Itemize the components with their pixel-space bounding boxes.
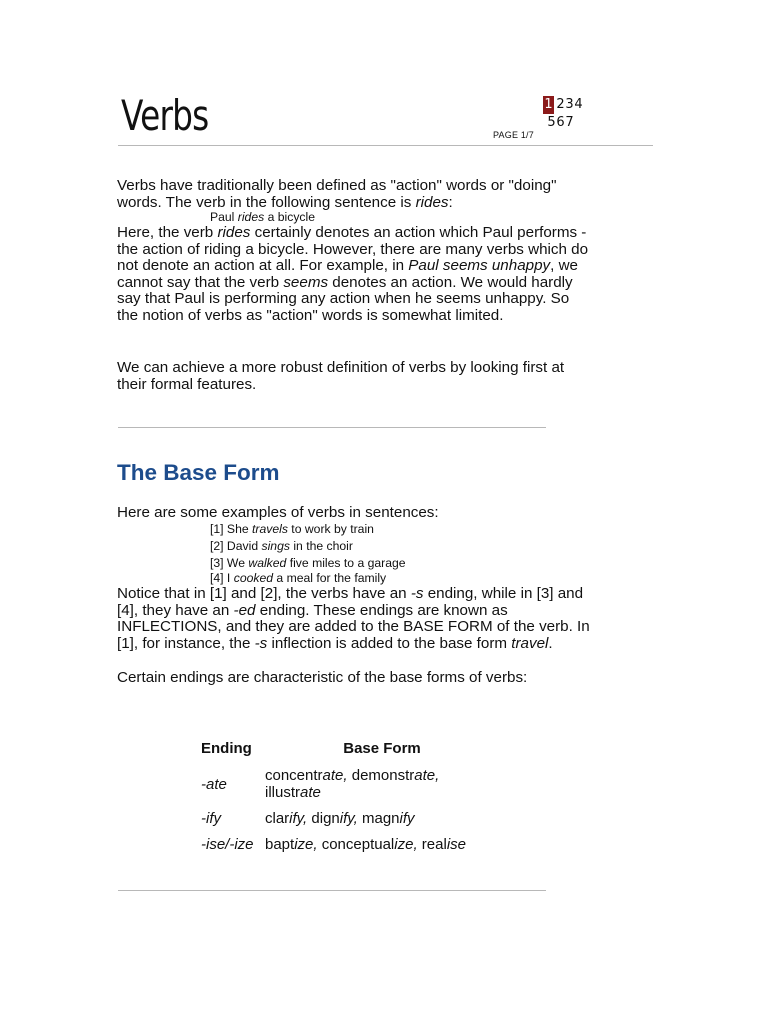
emphasis: ate [300, 784, 321, 801]
table-header-row [197, 736, 503, 763]
base-form-cell [261, 763, 503, 806]
inflection-paragraph [117, 586, 592, 652]
text-run: demonstr [347, 767, 415, 784]
page-link-4[interactable]: 4 [574, 97, 583, 112]
text-run: five miles to a garage [286, 556, 406, 570]
text-run: clar [265, 810, 290, 827]
ending-cell: -ify [201, 810, 221, 827]
ending-cell: -ate [201, 775, 227, 793]
text-run: : [448, 193, 453, 211]
section-divider [118, 890, 546, 891]
page-link-5[interactable]: 5 [547, 115, 556, 130]
text-run: inflection is added to the base form [267, 634, 512, 652]
text-run: ending, while in [3] and [4], they have an [117, 585, 584, 619]
text-run: dign [307, 810, 340, 827]
text-run: Notice that in [1] and [2], the verbs have an [117, 585, 411, 602]
emphasis: ate, [414, 767, 440, 784]
emphasis: ify, [289, 810, 308, 827]
emphasis: walked [248, 556, 287, 570]
emphasis: -s [410, 585, 424, 602]
text-run: . [548, 634, 553, 652]
page-link-3[interactable]: 3 [565, 97, 574, 112]
text-run: a meal for the family [273, 571, 387, 585]
page-link-1[interactable]: 1 [544, 97, 553, 112]
text-run: ending. These endings are known as INFLECTIONS, and they are added to the BASE FORM of the verb. In [1], for instance, the [117, 601, 590, 652]
emphasis: -s [254, 634, 268, 652]
emphasis: ify [399, 810, 415, 827]
page-navigation [543, 96, 583, 132]
text-run: a bicycle [264, 210, 316, 224]
endings-intro: Certain endings are characteristic of the base forms of verbs: [117, 669, 528, 686]
page-link-2[interactable]: 2 [556, 97, 565, 112]
emphasis: ify, [339, 810, 358, 827]
text-run: real [417, 836, 447, 853]
text-run: , we cannot say that the verb [117, 257, 578, 291]
text-run: magn [357, 810, 400, 827]
text-run: illustr [265, 784, 301, 801]
page-indicator: PAGE 1/7 [493, 130, 534, 140]
emphasis: rides [237, 210, 265, 224]
ending-cell: -ise/-ize [201, 836, 254, 853]
base-form-lead: Here are some examples of verbs in sentences: [117, 504, 439, 521]
emphasis: ize, [294, 836, 318, 853]
endings-table [197, 736, 503, 858]
emphasis: ize, [394, 836, 418, 853]
section-divider [118, 427, 546, 428]
emphasis: -ed [233, 601, 256, 619]
example-sentence [210, 538, 353, 555]
text-run: [1] She [210, 522, 253, 536]
text-run: Verbs have traditionally been defined as "action" words or "doing" words. The verb in the following sentence is [117, 177, 557, 211]
text-run: Paul [210, 210, 238, 224]
page-link-7[interactable]: 7 [565, 115, 574, 130]
emphasis: sings [261, 539, 290, 553]
emphasis: ise [446, 836, 466, 853]
text-run: [3] We [210, 556, 249, 570]
section-heading: The Base Form [117, 460, 280, 485]
base-form-cell [261, 832, 503, 858]
text-run: denotes an action. We would hardly say that Paul is performing any action when he seems unhappy. So the notion of verbs as "action" words is somewhat limited. [117, 273, 573, 324]
text-run: [2] David [210, 539, 262, 553]
base-form-cell [261, 806, 503, 832]
page-link-6[interactable]: 6 [556, 115, 565, 130]
text-run: [4] I [210, 571, 234, 585]
column-header-ending: Ending [201, 740, 252, 757]
page-title: Verbs [121, 91, 209, 140]
text-run: concentr [265, 767, 323, 784]
text-run: Here, the verb [117, 224, 218, 241]
column-header-base-form: Base Form [343, 740, 421, 757]
emphasis: rides [415, 193, 449, 211]
intro-paragraph-3: We can achieve a more robust definition of verbs by looking first at their formal features. [117, 359, 565, 393]
emphasis: travel [511, 634, 549, 652]
text-run: in the choir [289, 539, 353, 553]
text-run: conceptual [317, 836, 395, 853]
table-row [197, 763, 503, 806]
emphasis: travels [252, 522, 288, 536]
emphasis: rides [217, 224, 251, 241]
intro-paragraph-1 [117, 178, 592, 211]
header-divider [118, 145, 653, 146]
intro-paragraph-2 [117, 225, 592, 325]
text-run: certainly denotes an action which Paul performs - the action of riding a bicycle. However, there are many verbs which do not denote an action at all. For example, in [117, 224, 589, 275]
table-row [197, 806, 503, 832]
example-sentence [210, 521, 374, 538]
emphasis: Paul seems unhappy [408, 257, 551, 275]
table-row [197, 832, 503, 858]
emphasis: cooked [233, 571, 274, 585]
emphasis: seems [283, 273, 329, 291]
text-run: bapt [265, 836, 295, 853]
text-run: to work by train [287, 522, 374, 536]
emphasis: ate, [322, 767, 348, 784]
